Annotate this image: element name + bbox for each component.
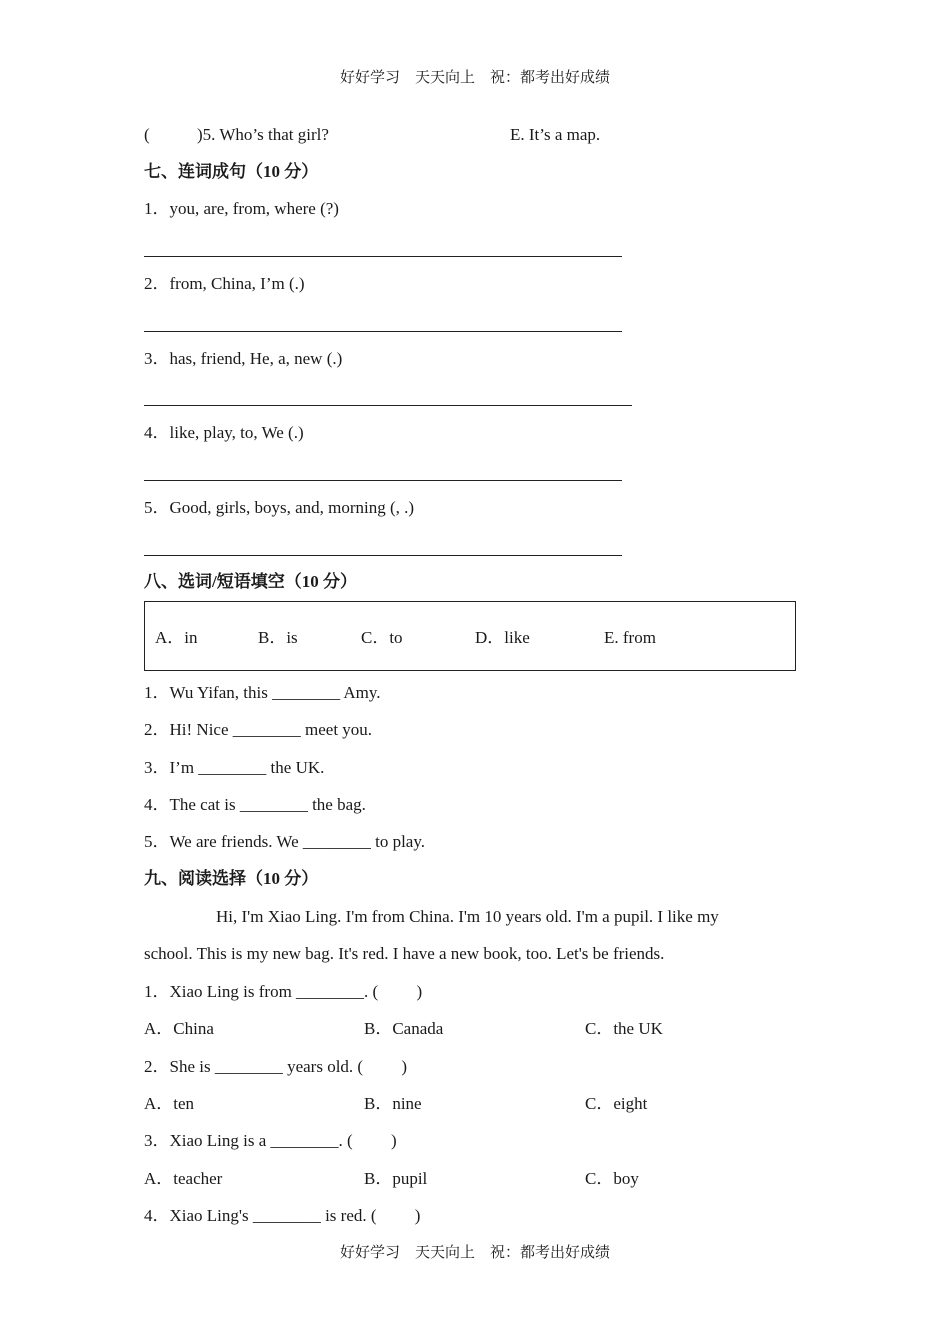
- question-2-option-c[interactable]: C．eight: [585, 1094, 648, 1113]
- answer-line-5[interactable]: [144, 555, 622, 556]
- matching-q5: )5. Who’s that girl?: [197, 125, 329, 144]
- question-1-option-b[interactable]: B．Canada: [364, 1019, 444, 1038]
- section7-item-5: 5．Good, girls, boys, and, morning (, .): [144, 498, 415, 517]
- question-2-option-a[interactable]: A．ten: [144, 1094, 195, 1113]
- section7-item-1: 1．you, are, from, where (?): [144, 199, 339, 218]
- question-2-option-b[interactable]: B．nine: [364, 1094, 422, 1113]
- question-2-stem: 2．She is ________ years old. ( ): [144, 1057, 408, 1076]
- question-3-stem: 3．Xiao Ling is a ________. ( ): [144, 1131, 397, 1150]
- word-option-d: D．like: [475, 628, 530, 647]
- question-1-option-c[interactable]: C．the UK: [585, 1019, 663, 1038]
- section8-item-1: 1．Wu Yifan, this ________ Amy.: [144, 683, 381, 702]
- page-header: 好好学习 天天向上 祝：都考出好成绩: [339, 68, 610, 86]
- question-3-option-c[interactable]: C．boy: [585, 1169, 639, 1188]
- answer-line-1[interactable]: [144, 256, 622, 257]
- section8-item-4: 4．The cat is ________ the bag.: [144, 795, 366, 814]
- section8-item-3: 3．I’m ________ the UK.: [144, 758, 325, 777]
- word-bank-box: [144, 601, 796, 671]
- word-option-c: C．to: [361, 628, 403, 647]
- passage-line-2: school. This is my new bag. It's red. I have a new book, too. Let's be friends.: [144, 944, 665, 963]
- matching-q5-paren: (: [144, 125, 150, 144]
- section8-title: 八、选词/短语填空（10 分）: [144, 572, 357, 591]
- section7-item-4: 4．like, play, to, We (.): [144, 423, 304, 442]
- word-option-b: B．is: [258, 628, 298, 647]
- section9-title: 九、阅读选择（10 分）: [144, 869, 319, 888]
- word-option-e: E. from: [604, 628, 656, 647]
- section7-item-3: 3．has, friend, He, a, new (.): [144, 349, 343, 368]
- matching-option-e: E. It’s a map.: [510, 125, 601, 144]
- section8-item-2: 2．Hi! Nice ________ meet you.: [144, 720, 373, 739]
- question-4-stem: 4．Xiao Ling's ________ is red. ( ): [144, 1206, 421, 1225]
- question-3-option-b[interactable]: B．pupil: [364, 1169, 428, 1188]
- section7-item-2: 2．from, China, I’m (.): [144, 274, 305, 293]
- question-1-stem: 1．Xiao Ling is from ________. ( ): [144, 982, 423, 1001]
- word-option-a: A．in: [155, 628, 198, 647]
- question-1-option-a[interactable]: A．China: [144, 1019, 214, 1038]
- passage-line-1: Hi, I'm Xiao Ling. I'm from China. I'm 10 years old. I'm a pupil. I like my: [216, 907, 719, 926]
- question-3-option-a[interactable]: A．teacher: [144, 1169, 223, 1188]
- answer-line-3[interactable]: [144, 405, 632, 406]
- answer-line-4[interactable]: [144, 480, 622, 481]
- page-footer: 好好学习 天天向上 祝：都考出好成绩: [339, 1243, 610, 1261]
- answer-line-2[interactable]: [144, 331, 622, 332]
- section7-title: 七、连词成句（10 分）: [144, 162, 319, 181]
- section8-item-5: 5．We are friends. We ________ to play.: [144, 832, 425, 851]
